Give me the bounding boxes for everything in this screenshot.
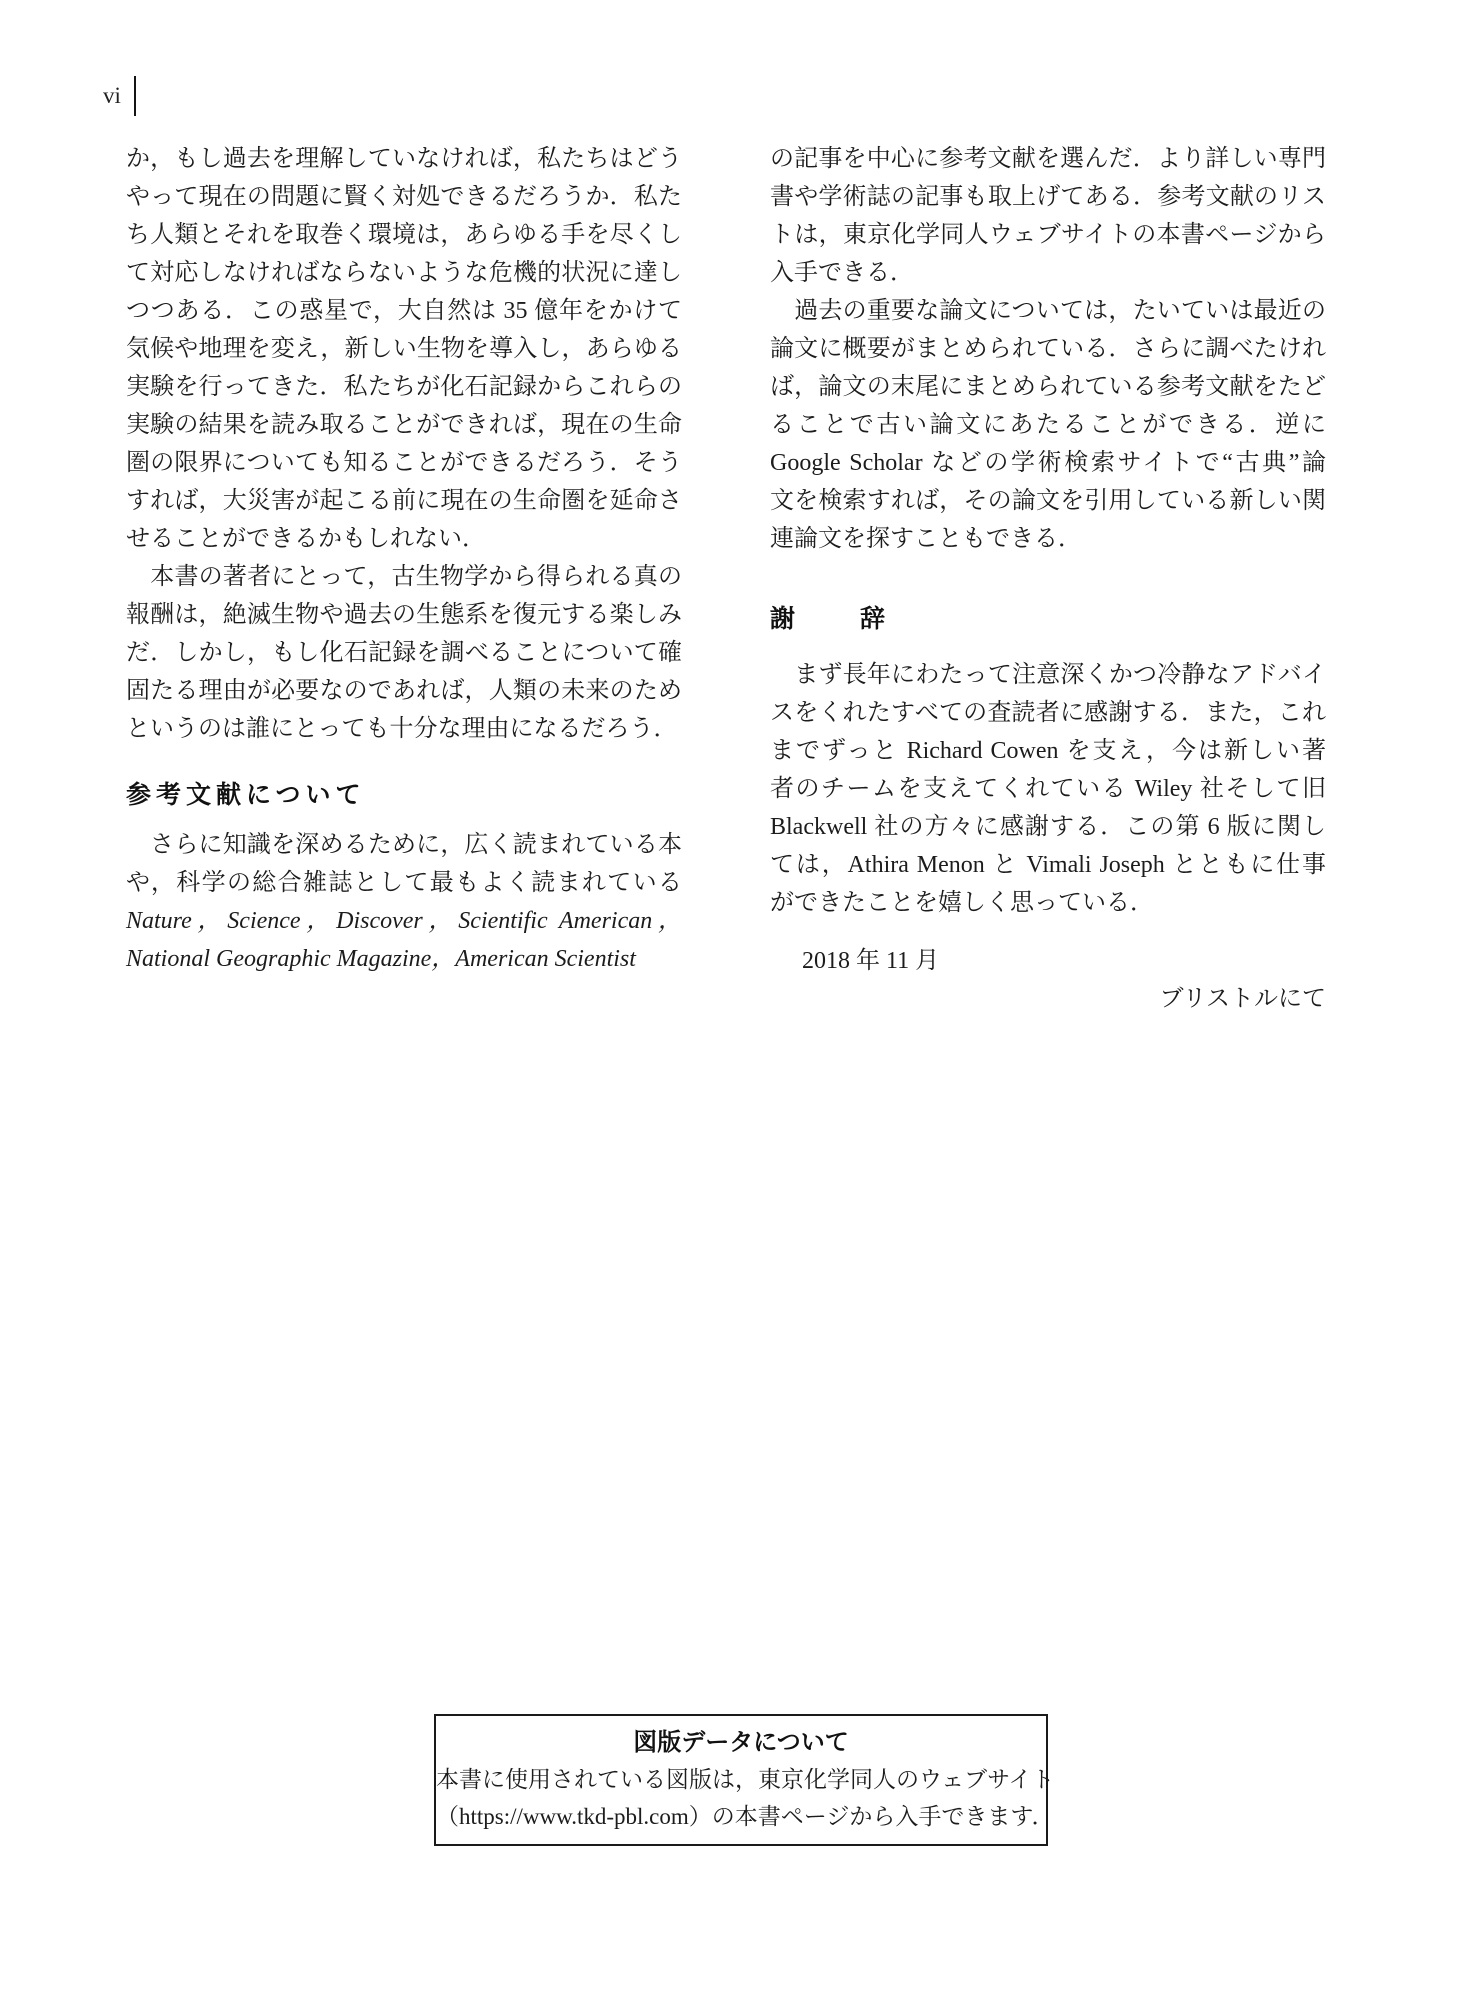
- text-line: か，もし過去を理解していなければ，私たちはどう: [126, 146, 682, 172]
- text-line: Google Scholar などの学術検索サイトで“古典”論: [770, 450, 1326, 476]
- text-line: National Geographic Magazine，American Scientist: [126, 946, 636, 972]
- text-line: すれば，大災害が起こる前に現在の生命圏を延命さ: [126, 488, 682, 514]
- text-line: スをくれたすべての査読者に感謝する．また，これ: [770, 700, 1326, 726]
- page-header: [103, 76, 136, 116]
- text-line: の記事を中心に参考文献を選んだ．より詳しい専門: [770, 146, 1326, 172]
- text-line: 本書に使用されている図版は，東京化学同人のウェブサイト: [436, 1767, 1055, 1792]
- date-line: 2018 年 11 月: [802, 948, 940, 974]
- place-line: ブリストルにて: [1159, 986, 1326, 1012]
- text-line: て対応しなければならないような危機的状況に達し: [126, 260, 682, 286]
- text-line: トは，東京化学同人ウェブサイトの本書ページから: [770, 222, 1326, 248]
- text-line: やって現在の問題に賢く対処できるだろうか．私た: [126, 184, 682, 210]
- section-heading-acknowledgments: 謝 辞: [770, 605, 891, 633]
- text-line: 論文に概要がまとめられている．さらに調べたけれ: [770, 336, 1326, 362]
- text-line: ができたことを嬉しく思っている．: [770, 890, 1154, 916]
- text-line: 連論文を探すこともできる．: [770, 526, 1082, 552]
- text-line: ては，Athira Menon と Vimali Joseph とともに仕事: [770, 852, 1326, 878]
- paragraph-authors-reward: [126, 558, 682, 748]
- text-line: 者のチームを支えてくれている Wiley 社そして旧: [770, 776, 1326, 802]
- text-line: Nature，Science，Discover，Scientific American，: [126, 908, 682, 934]
- text-line: さらに知識を深めるために，広く読まれている本: [126, 832, 682, 858]
- page-number: vi: [103, 83, 121, 108]
- text-line: 書や学術誌の記事も取上げてある．参考文献のリス: [770, 184, 1326, 210]
- text-line: というのは誰にとっても十分な理由になるだろう．: [126, 716, 678, 742]
- text-line: ち人類とそれを取巻く環境は，あらゆる手を尽くし: [126, 222, 682, 248]
- section-heading-references: 参考文献について: [126, 781, 366, 809]
- text-line: 入手できる．: [770, 260, 914, 286]
- left-column: [126, 140, 682, 978]
- text-line: や，科学の総合雑誌として最もよく読まれている: [126, 870, 682, 896]
- text-line: ば，論文の末尾にまとめられている参考文献をたど: [770, 374, 1326, 400]
- page-number-divider: [134, 76, 136, 116]
- text-line: 固たる理由が必要なのであれば，人類の未来のため: [126, 678, 682, 704]
- figure-box-body: [436, 1761, 1055, 1835]
- text-line: 圏の限界についても知ることができるだろう．そう: [126, 450, 682, 476]
- text-line: せることができるかもしれない．: [126, 526, 486, 552]
- text-line: （https://www.tkd-pbl.com）の本書ページから入手できます．: [436, 1804, 1055, 1829]
- paragraph-reference-list: [770, 140, 1326, 292]
- text-line: 本書の著者にとって，古生物学から得られる真の: [126, 564, 682, 590]
- figure-data-notice-box: [434, 1714, 1055, 1846]
- text-line: 実験の結果を読み取ることができれば，現在の生命: [126, 412, 682, 438]
- text-line: 報酬は，絶滅生物や過去の生態系を復元する楽しみ: [126, 602, 682, 628]
- text-line: 気候や地理を変え，新しい生物を導入し，あらゆる: [126, 336, 682, 362]
- text-line: つつある．この惑星で，大自然は 35 億年をかけて: [126, 298, 682, 324]
- text-line: まず長年にわたって注意深くかつ冷静なアドバイ: [770, 662, 1326, 688]
- paragraph-further-reading: [126, 826, 682, 978]
- text-line: 過去の重要な論文については，たいていは最近の: [770, 298, 1326, 324]
- text-line: ることで古い論文にあたることができる．逆に: [770, 412, 1326, 438]
- paragraph-acknowledgments: [770, 656, 1326, 922]
- text-line: だ．しかし，もし化石記録を調べることについて確: [126, 640, 682, 666]
- right-column: [770, 140, 1326, 1018]
- text-line: までずっと Richard Cowen を支え，今は新しい著: [770, 738, 1326, 764]
- paragraph-old-papers: [770, 292, 1326, 558]
- paragraph-past-understanding: [126, 140, 682, 558]
- text-line: 実験を行ってきた．私たちが化石記録からこれらの: [126, 374, 682, 400]
- text-line: 文を検索すれば，その論文を引用している新しい関: [770, 488, 1326, 514]
- figure-box-title: 図版データについて: [633, 1729, 849, 1756]
- text-line: Blackwell 社の方々に感謝する．この第 6 版に関し: [770, 814, 1326, 840]
